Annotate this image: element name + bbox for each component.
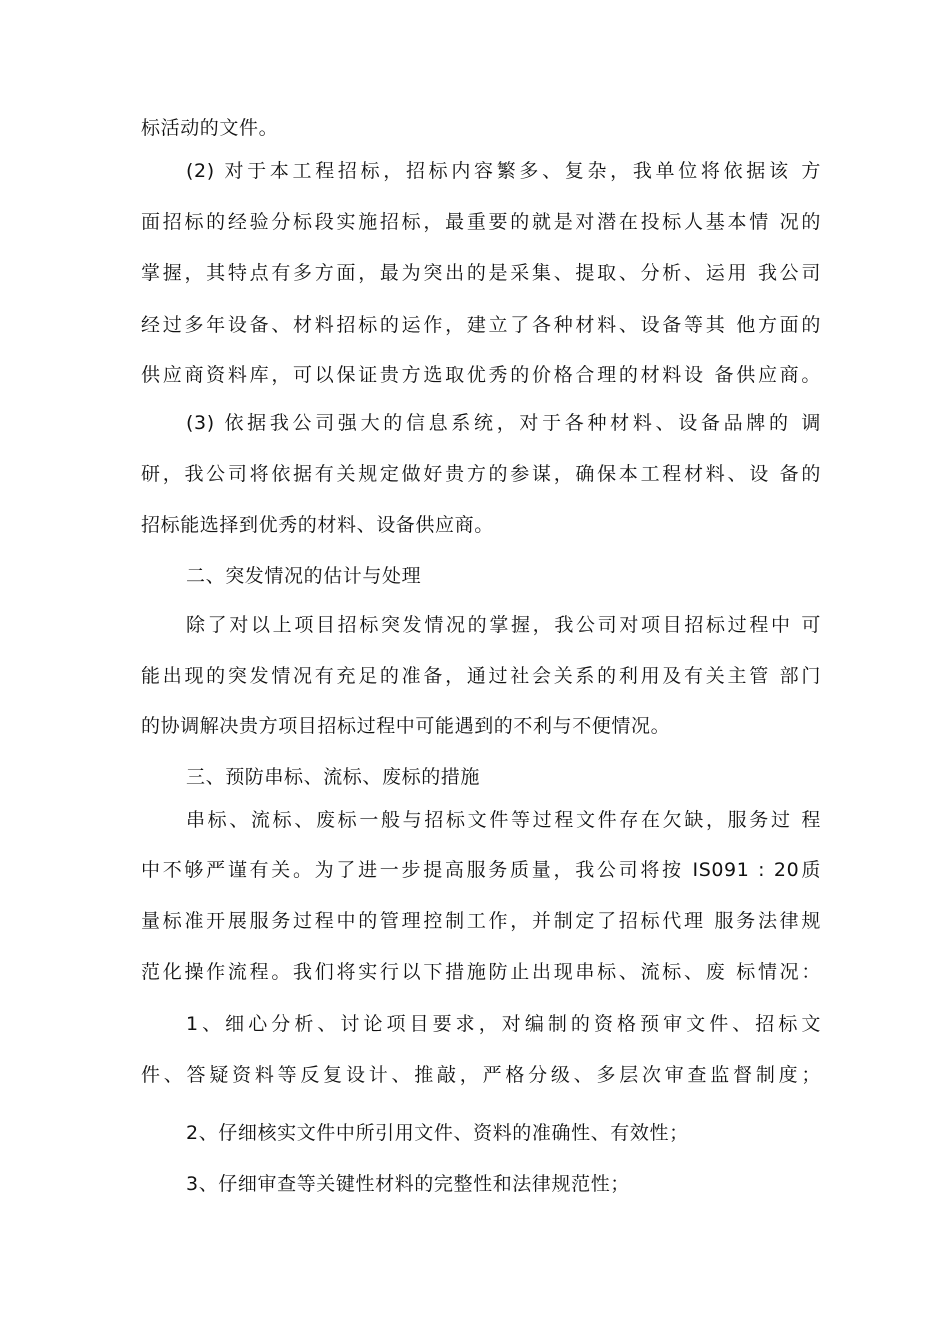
text-line: (3) 依据我公司强大的信息系统，对于各种材料、设备品牌的 调 bbox=[186, 412, 821, 434]
section-heading: 二、突发情况的估计与处理 bbox=[186, 565, 422, 587]
list-item: 件、答疑资料等反复设计、推敲，严格分级、多层次审查监督制度； bbox=[141, 1064, 821, 1086]
section-heading: 三、预防串标、流标、废标的措施 bbox=[186, 766, 481, 788]
text-line: 能出现的突发情况有充足的准备，通过社会关系的利用及有关主管 部门 bbox=[141, 665, 821, 687]
text-line: 除了对以上项目招标突发情况的掌握，我公司对项目招标过程中 可 bbox=[186, 614, 821, 636]
text-line: 串标、流标、废标一般与招标文件等过程文件存在欠缺，服务过 程 bbox=[186, 809, 821, 831]
text-line: 经过多年设备、材料招标的运作，建立了各种材料、设备等其 他方面的 bbox=[141, 314, 821, 336]
text-line: 招标能选择到优秀的材料、设备供应商。 bbox=[141, 514, 494, 536]
list-item: 1、细心分析、讨论项目要求，对编制的资格预审文件、招标文 bbox=[186, 1013, 821, 1035]
list-item: 2、仔细核实文件中所引用文件、资料的准确性、有效性； bbox=[186, 1122, 689, 1144]
text-line: 中不够严谨有关。为了进一步提高服务质量，我公司将按 IS091 : 20质 bbox=[141, 859, 821, 881]
text-line: 供应商资料库，可以保证贵方选取优秀的价格合理的材料设 备供应商。 bbox=[141, 364, 821, 386]
text-line: 标活动的文件。 bbox=[141, 117, 279, 139]
text-line: 量标准开展服务过程中的管理控制工作，并制定了招标代理 服务法律规 bbox=[141, 910, 821, 932]
text-line: 研，我公司将依据有关规定做好贵方的参谋，确保本工程材料、设 备的 bbox=[141, 463, 821, 485]
text-line: 掌握，其特点有多方面，最为突出的是采集、提取、分析、运用 我公司 bbox=[141, 262, 821, 284]
list-item: 3、仔细审查等关键性材料的完整性和法律规范性； bbox=[186, 1173, 630, 1195]
text-line: 的协调解决贵方项目招标过程中可能遇到的不利与不便情况。 bbox=[141, 715, 671, 737]
text-line: (2) 对于本工程招标，招标内容繁多、复杂，我单位将依据该 方 bbox=[186, 160, 821, 182]
text-line: 面招标的经验分标段实施招标，最重要的就是对潜在投标人基本情 况的 bbox=[141, 211, 821, 233]
text-line: 范化操作流程。我们将实行以下措施防止出现串标、流标、废 标情况： bbox=[141, 961, 821, 983]
